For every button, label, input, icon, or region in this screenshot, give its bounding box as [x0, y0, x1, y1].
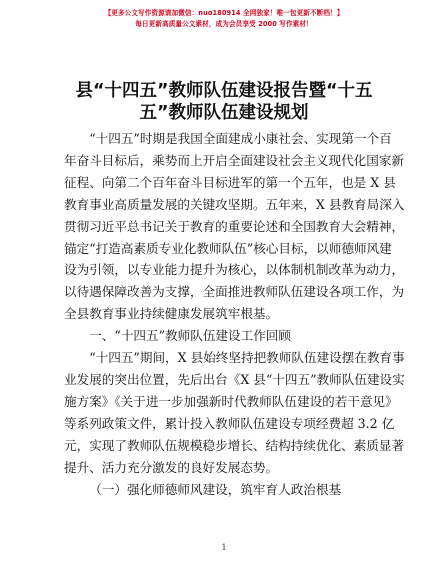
section-heading: 一、“十四五”教师队伍建设工作回顾 — [89, 328, 291, 344]
text-line: 提升、活力充分激发的良好发展态势。 — [64, 459, 279, 475]
title-line-2: 五”教师队伍建设规划 — [139, 103, 309, 123]
subsection-heading: （一）强化师德师风建设，筑牢育人政治根基 — [89, 481, 342, 497]
text-line: 设为引领，以专业能力提升为核心，以体制机制改革为动力， — [64, 262, 405, 278]
intro-paragraph — [64, 128, 405, 325]
text-line: 锚定“打造高素质专业化教师队伍”核心目标，以师德师风建 — [64, 240, 392, 256]
banner-line-2: 每日更新高质量公文素材，成为会员享受 2000 写作素材！ — [135, 20, 313, 28]
text-line: 年奋斗目标后，乘势而上开启全面建设社会主义现代化国家新 — [64, 152, 405, 168]
text-line: 教育事业高质量发展的关键攻坚期。五年来，X 县教育局深入 — [64, 196, 405, 212]
text-line: 施方案》《关于进一步加强新时代教师队伍建设的若干意见》 — [64, 393, 398, 409]
banner-line-1: 【更多公文写作资源请加微信：nuo180914 全网独家！唯一包更新不断档！】 — [104, 9, 344, 17]
document-body — [64, 128, 405, 500]
text-line: 元，实现了教师队伍规模稳步增长、结构持续优化、素质显著 — [64, 437, 405, 453]
text-line: 等系列政策文件，累计投入教师队伍建设专项经费超 3.2 亿 — [64, 415, 395, 431]
text-line: 贯彻习近平总书记关于教育的重要论述和全国教育大会精神， — [64, 218, 405, 234]
text-line: 全县教育事业持续健康发展筑牢根基。 — [64, 306, 279, 322]
promo-banner — [0, 8, 448, 30]
title-line-1: 县“十四五”教师队伍建设报告暨“十五 — [75, 81, 373, 101]
text-line: 征程、向第二个百年奋斗目标进军的第一个五年，也是 X 县 — [64, 174, 396, 190]
text-line: 业发展的突出位置，先后出台《X 县“十四五”教师队伍建设实 — [64, 371, 405, 387]
text-line: 以待遇保障改善为支撑，全面推进教师队伍建设各项工作，为 — [64, 284, 405, 300]
page-number: 1 — [221, 543, 227, 552]
text-line: “十四五”期间，X 县始终坚持把教师队伍建设摆在教育事 — [89, 350, 405, 366]
review-paragraph — [64, 347, 405, 478]
text-line: “十四五”时期是我国全面建成小康社会、实现第一个百 — [89, 131, 392, 146]
document-title — [0, 80, 448, 124]
